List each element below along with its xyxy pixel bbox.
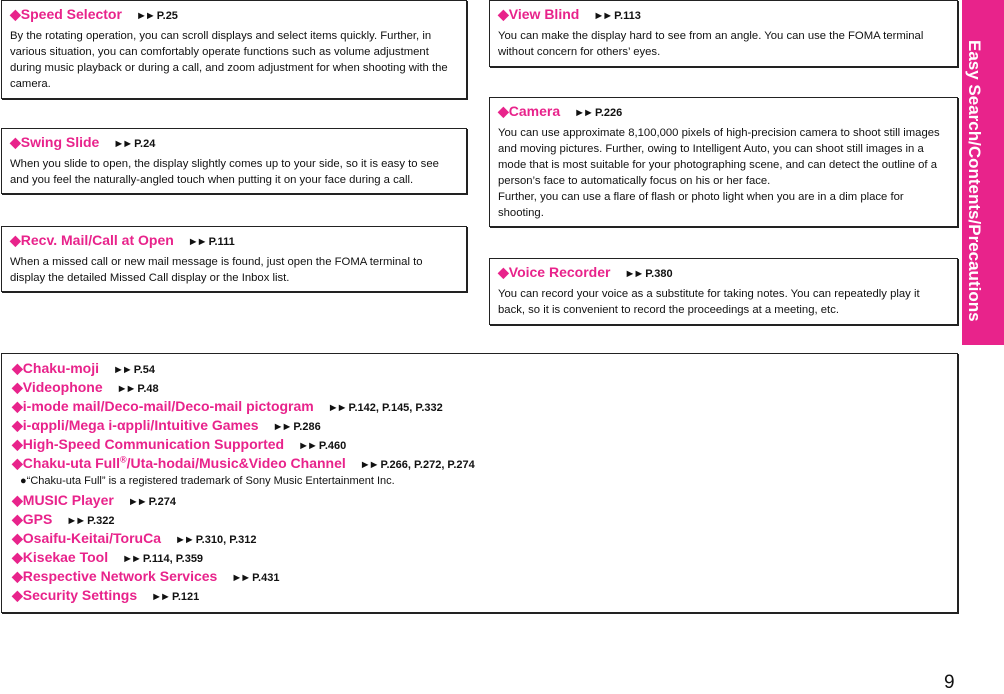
page-ref[interactable]: P.226 bbox=[594, 107, 623, 119]
list-item: ◆Videophone ►► P.48 bbox=[12, 379, 159, 395]
arrow-icon: ►► bbox=[231, 572, 250, 584]
diamond-icon: ◆ bbox=[10, 6, 21, 22]
diamond-icon: ◆ bbox=[10, 232, 21, 248]
feature-box-swing-slide bbox=[1, 128, 467, 194]
page-ref[interactable]: P.274 bbox=[148, 496, 176, 508]
page-ref[interactable]: P.322 bbox=[87, 515, 115, 527]
page-ref[interactable]: P.310, P.312 bbox=[195, 534, 257, 546]
page-ref[interactable]: P.286 bbox=[293, 421, 321, 433]
feature-box-view-blind bbox=[489, 0, 958, 67]
feature-description: When you slide to open, the display slightly comes up to your side, so it is easy to see and you feel the naturally-angled touch when putting it on your face during a call. bbox=[10, 158, 439, 186]
list-item: ◆GPS ►► P.322 bbox=[12, 511, 115, 527]
list-item: ◆Osaifu-Keitai/ToruCa ►► P.310, P.312 bbox=[12, 530, 257, 546]
feature-description: By the rotating operation, you can scroll displays and select items quickly. Further, in various situation, you can comfortably operate functions such as volume adjustment during music playback or during a call, and zoom adjustment for when shooting with the camera. bbox=[10, 30, 448, 90]
diamond-icon: ◆ bbox=[12, 455, 23, 471]
feature-description: You can record your voice as a substitute for taking notes. You can repeatedly play it back, so it is convenient to record the proceedings at a meeting, etc. bbox=[498, 288, 920, 316]
page-ref[interactable]: P.114, P.359 bbox=[142, 553, 204, 565]
feature-list-box bbox=[1, 353, 958, 613]
feature-box-camera bbox=[489, 97, 958, 227]
bullet-icon: ● bbox=[20, 475, 27, 487]
page-ref[interactable]: P.431 bbox=[252, 572, 280, 584]
arrow-icon: ►► bbox=[116, 383, 135, 395]
feature-description: You can use approximate 8,100,000 pixels of high-precision camera to shoot still images and moving pictures. Further, owing to Intelligent Auto, you can shoot still images in a mode that is most suitable for your photographing scene, and can detect the outline of a person’s face to automatically focus on his or her face. Further, you can use a flare of flash or photo light when you are in a dim place for shooting. bbox=[498, 127, 940, 219]
feature-title: ◆Voice Recorder ►► P.380 bbox=[498, 264, 673, 280]
diamond-icon: ◆ bbox=[12, 568, 23, 584]
trademark-note: ●“Chaku-uta Full” is a registered trademark of Sony Music Entertainment Inc. bbox=[20, 475, 395, 487]
diamond-icon: ◆ bbox=[12, 549, 23, 565]
diamond-icon: ◆ bbox=[12, 587, 23, 603]
diamond-icon: ◆ bbox=[12, 360, 23, 376]
diamond-icon: ◆ bbox=[498, 6, 509, 22]
registered-mark: ® bbox=[120, 454, 127, 465]
page-ref[interactable]: P.25 bbox=[156, 10, 178, 22]
arrow-icon: ►► bbox=[135, 10, 154, 22]
arrow-icon: ►► bbox=[113, 138, 132, 150]
diamond-icon: ◆ bbox=[12, 417, 23, 433]
page-ref[interactable]: P.266, P.272, P.274 bbox=[380, 459, 475, 471]
arrow-icon: ►► bbox=[298, 440, 316, 452]
list-item: ◆High-Speed Communication Supported ►► P.460 bbox=[12, 436, 347, 452]
page-ref[interactable]: P.113 bbox=[614, 10, 641, 22]
arrow-icon: ►► bbox=[174, 534, 193, 546]
arrow-icon: ►► bbox=[122, 553, 140, 565]
list-item: ◆i-αppli/Mega i-αppli/Intuitive Games ►► P.286 bbox=[12, 417, 321, 433]
diamond-icon: ◆ bbox=[12, 398, 23, 414]
feature-title: ◆View Blind ►► P.113 bbox=[498, 6, 641, 22]
feature-title: ◆Swing Slide ►► P.24 bbox=[10, 134, 156, 150]
arrow-icon: ►► bbox=[327, 402, 346, 414]
list-item: ◆Chaku-uta Full®/Uta-hodai/Music&Video Channel ►► P.266, P.272, P.274 bbox=[12, 454, 475, 471]
diamond-icon: ◆ bbox=[12, 379, 23, 395]
feature-box-speed-selector bbox=[1, 0, 467, 99]
page-ref[interactable]: P.48 bbox=[137, 383, 159, 395]
arrow-icon: ►► bbox=[593, 10, 612, 22]
diamond-icon: ◆ bbox=[12, 492, 23, 508]
list-item: ◆MUSIC Player ►► P.274 bbox=[12, 492, 176, 508]
arrow-icon: ►► bbox=[574, 107, 592, 119]
page-ref[interactable]: P.121 bbox=[171, 591, 200, 603]
page-number: 9 bbox=[944, 672, 955, 693]
section-tab[interactable] bbox=[962, 0, 1004, 345]
list-item: ◆Kisekae Tool ►► P.114, P.359 bbox=[12, 549, 204, 565]
arrow-icon: ►► bbox=[113, 364, 131, 376]
diamond-icon: ◆ bbox=[498, 264, 509, 280]
diamond-icon: ◆ bbox=[12, 530, 23, 546]
diamond-icon: ◆ bbox=[498, 103, 509, 119]
list-item: ◆Respective Network Services ►► P.431 bbox=[12, 568, 280, 584]
page-ref[interactable]: P.142, P.145, P.332 bbox=[348, 402, 443, 414]
feature-description: You can make the display hard to see from an angle. You can use the FOMA terminal without concern for others’ eyes. bbox=[498, 30, 924, 58]
feature-title: ◆Recv. Mail/Call at Open ►► P.111 bbox=[10, 232, 235, 248]
feature-title: ◆Speed Selector ►► P.25 bbox=[10, 6, 178, 22]
page-ref[interactable]: P.54 bbox=[133, 364, 156, 376]
feature-box-recv-mail bbox=[1, 226, 467, 292]
arrow-icon: ►► bbox=[151, 591, 169, 603]
page-ref[interactable]: P.24 bbox=[134, 138, 156, 150]
page-ref[interactable]: P.460 bbox=[318, 440, 347, 452]
diamond-icon: ◆ bbox=[10, 134, 21, 150]
arrow-icon: ►► bbox=[359, 459, 378, 471]
section-tab-label: Easy Search/Contents/Precautions bbox=[965, 40, 984, 322]
list-item: ◆Security Settings ►► P.121 bbox=[12, 587, 200, 603]
diamond-icon: ◆ bbox=[12, 436, 23, 452]
arrow-icon: ►► bbox=[624, 268, 643, 280]
feature-title: ◆Camera ►► P.226 bbox=[498, 103, 623, 119]
diamond-icon: ◆ bbox=[12, 511, 23, 527]
list-item: ◆Chaku-moji ►► P.54 bbox=[12, 360, 156, 376]
arrow-icon: ►► bbox=[187, 236, 206, 248]
arrow-icon: ►► bbox=[66, 515, 85, 527]
page-ref[interactable]: P.111 bbox=[208, 236, 235, 248]
list-item: ◆i-mode mail/Deco-mail/Deco-mail pictogram ►► P.142, P.145, P.332 bbox=[12, 398, 443, 414]
arrow-icon: ►► bbox=[272, 421, 291, 433]
feature-description: When a missed call or new mail message is found, just open the FOMA terminal to display the detailed Missed Call display or the Inbox list. bbox=[10, 256, 423, 284]
arrow-icon: ►► bbox=[127, 496, 146, 508]
page-ref[interactable]: P.380 bbox=[645, 268, 673, 280]
feature-box-voice-recorder bbox=[489, 258, 958, 325]
